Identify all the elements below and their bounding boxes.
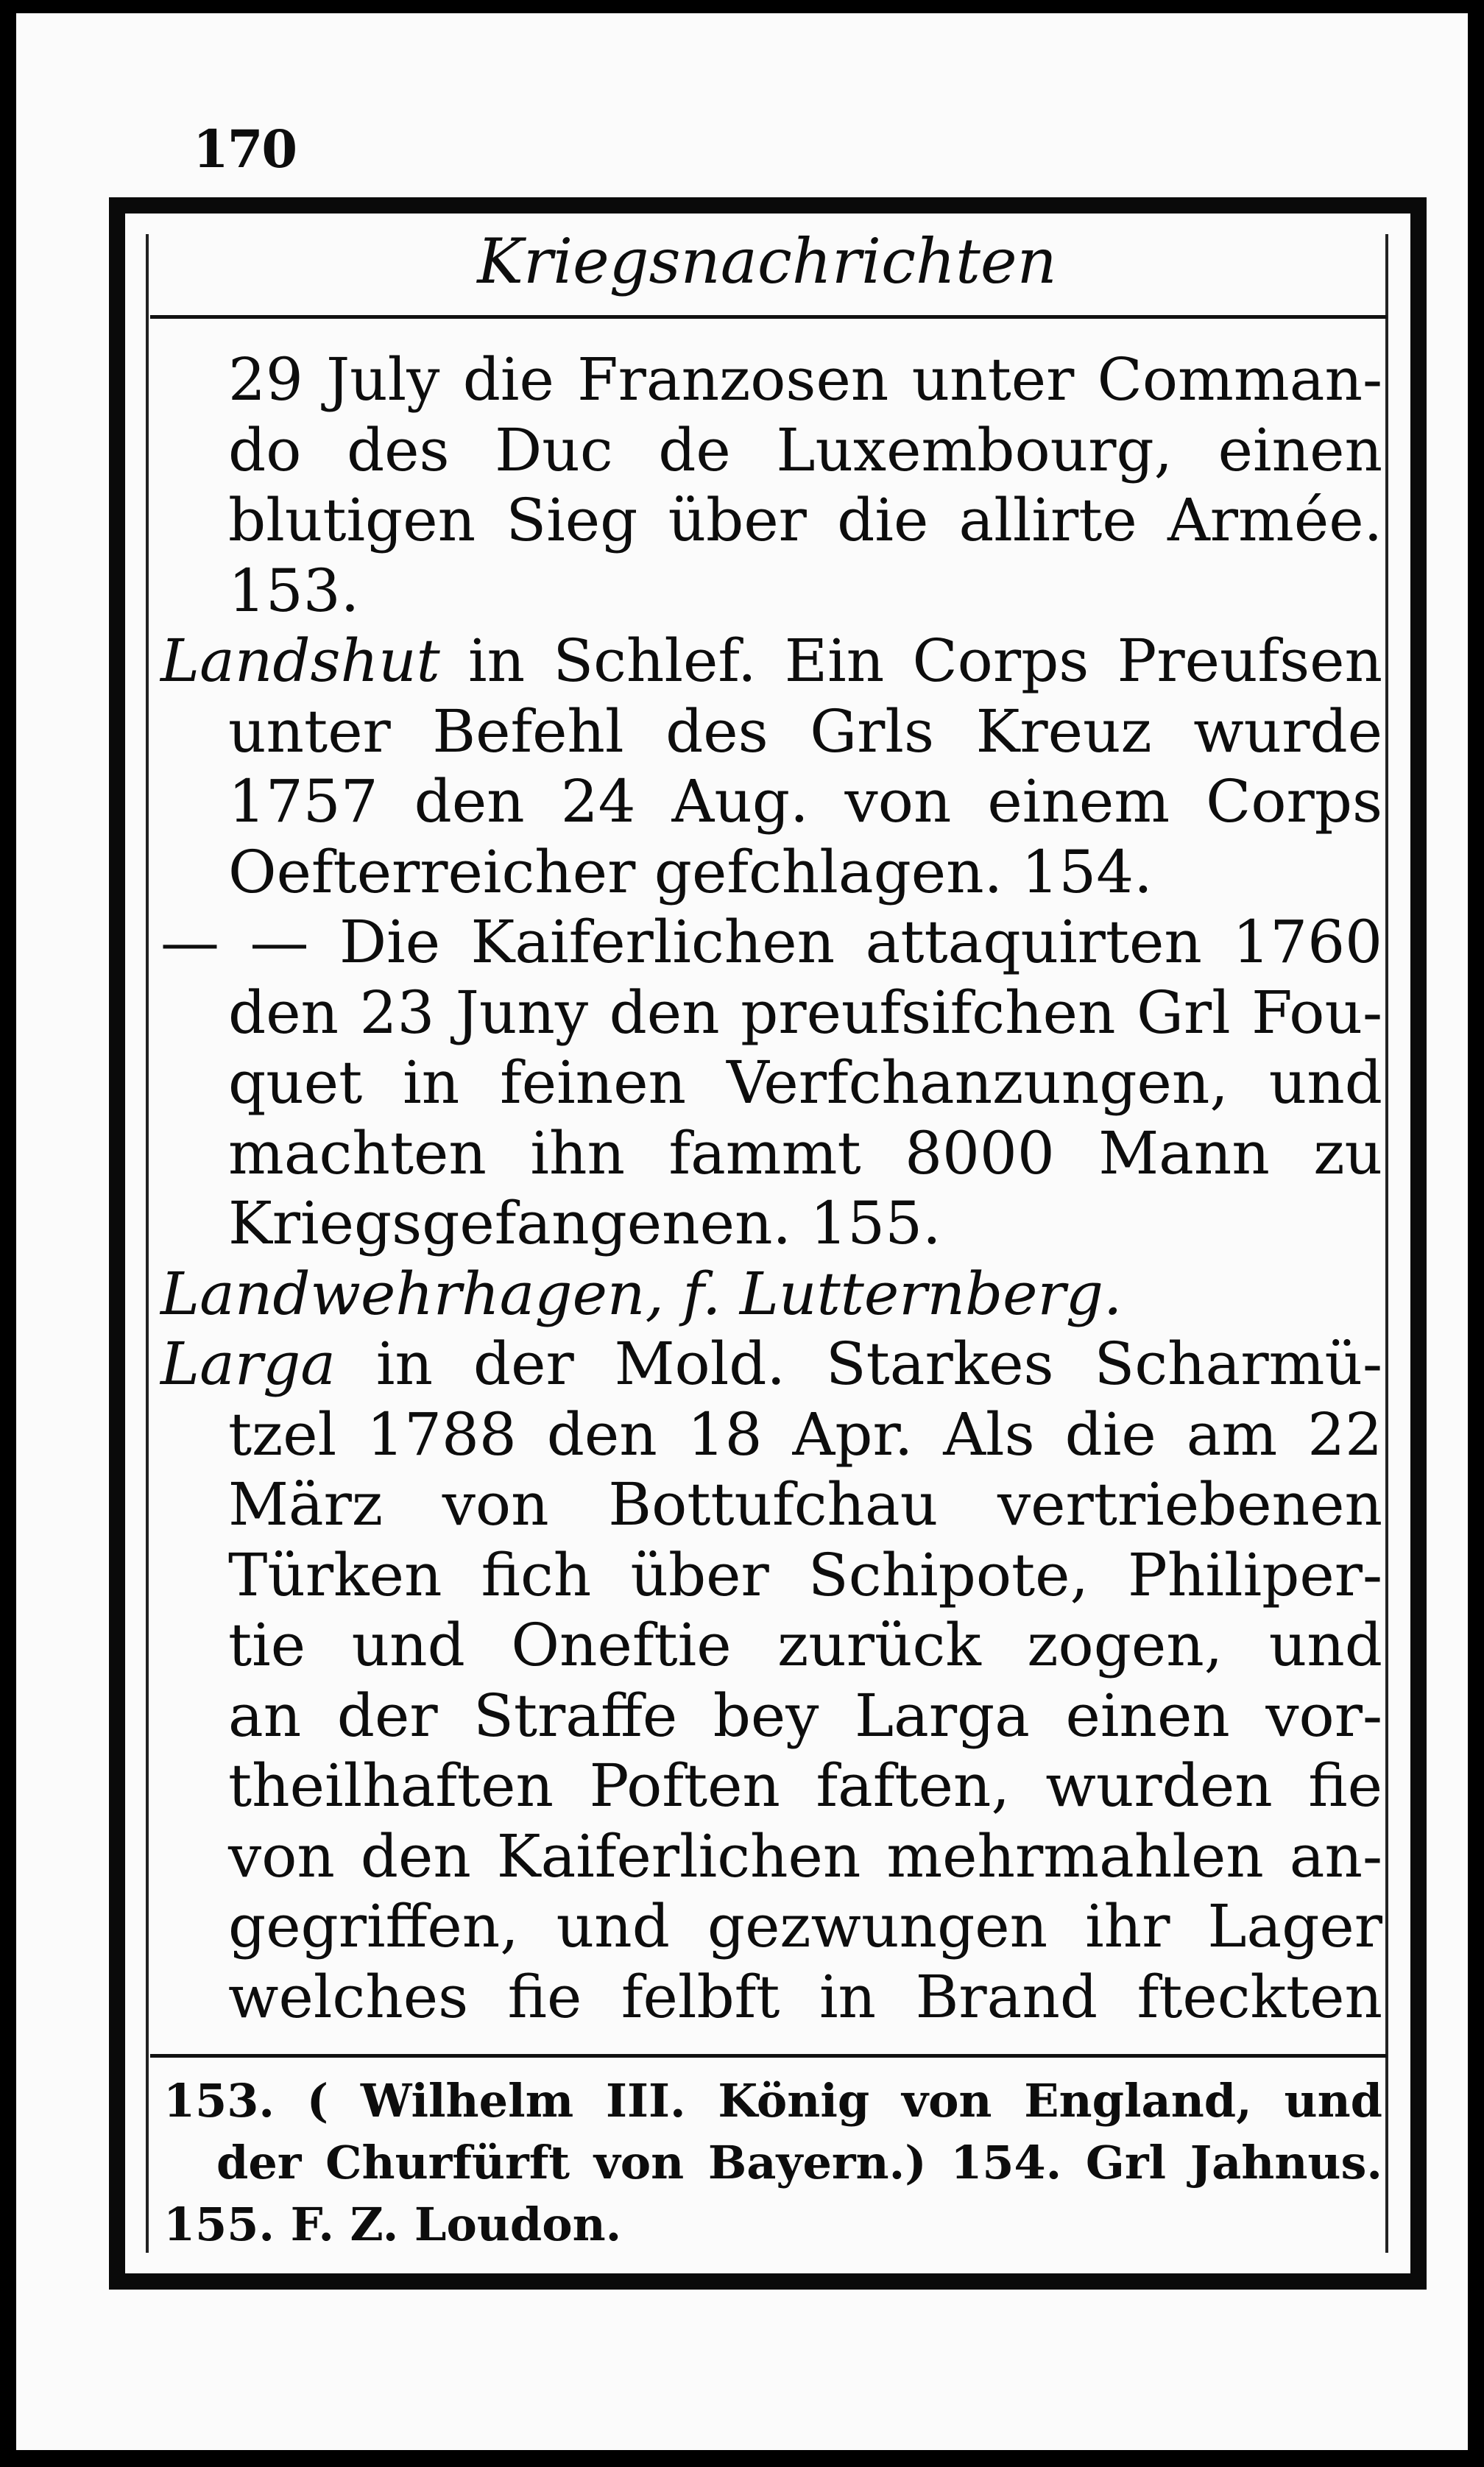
text-line: in Schlef. Ein Corps Preufsen: [468, 627, 1383, 695]
text-line: März von Bottufchau vertriebenen: [228, 1470, 1382, 1539]
entry-line-landshut: [160, 626, 1382, 696]
text-line: 29 July die Franzosen unter Comman-: [228, 345, 1382, 414]
text-line: Oefterreicher gefchlagen. 154.: [228, 837, 1153, 906]
text-line: — — Die Kaiferlichen attaquirten 1760: [160, 908, 1382, 976]
text-line: 153.: [228, 556, 360, 625]
text-line: do des Duc de Luxembourg, einen: [228, 415, 1382, 484]
page-number: 170: [193, 119, 297, 180]
text-line: theilhaften Poften faften, wurden fie: [228, 1751, 1382, 1820]
text-line: quet in feinen Verfchanzungen, und: [228, 1048, 1382, 1117]
text-line: Türken fich über Schipote, Philiper-: [228, 1540, 1382, 1609]
running-head: Kriegsnachrichten: [477, 225, 1057, 297]
footnote-line: 155. F. Z. Loudon.: [163, 2198, 622, 2251]
text-line: in der Mold. Starkes Scharmü-: [375, 1330, 1382, 1398]
text-line: tzel 1788 den 18 Apr. Als die am 22: [228, 1400, 1382, 1469]
text-line: an der Straffe bey Larga einen vor-: [228, 1681, 1382, 1750]
footnote-rule: [150, 2054, 1387, 2058]
text-line: tie und Oneftie zurück zogen, und: [228, 1611, 1382, 1679]
text-line: gegriffen, und gezwungen ihr Lager: [228, 1892, 1382, 1960]
footnotes: [163, 2070, 1382, 2256]
entry-text: [160, 345, 1382, 2032]
text-line: welches fie felbft in Brand fteckten: [228, 1962, 1382, 2031]
headword-larga: Larga: [160, 1330, 336, 1398]
text-line: unter Befehl des Grls Kreuz wurde: [228, 696, 1382, 766]
text-line: machten ihn fammt 8000 Mann zu: [228, 1118, 1382, 1187]
text-line: blutigen Sieg über die allirte Armée.: [228, 486, 1382, 554]
text-line: 1757 den 24 Aug. von einem Corps: [228, 767, 1382, 836]
text-line: den 23 Juny den preufsifchen Grl Fou-: [228, 978, 1382, 1047]
text-line: von den Kaiferlichen mehrmahlen an-: [228, 1821, 1382, 1891]
headword-landshut: Landshut: [160, 627, 440, 695]
entry-line-larga: [160, 1329, 1382, 1400]
footnote-line: 153. ( Wilhelm III. König von England, und: [163, 2074, 1382, 2128]
header-rule: [150, 315, 1387, 319]
footnote-line: der Churfürft von Bayern.) 154. Grl Jahnus.: [216, 2136, 1382, 2189]
cross-reference-line: Landwehrhagen, f. Lutternberg.: [160, 1259, 1123, 1328]
text-line: Kriegsgefangenen. 155.: [228, 1189, 941, 1257]
